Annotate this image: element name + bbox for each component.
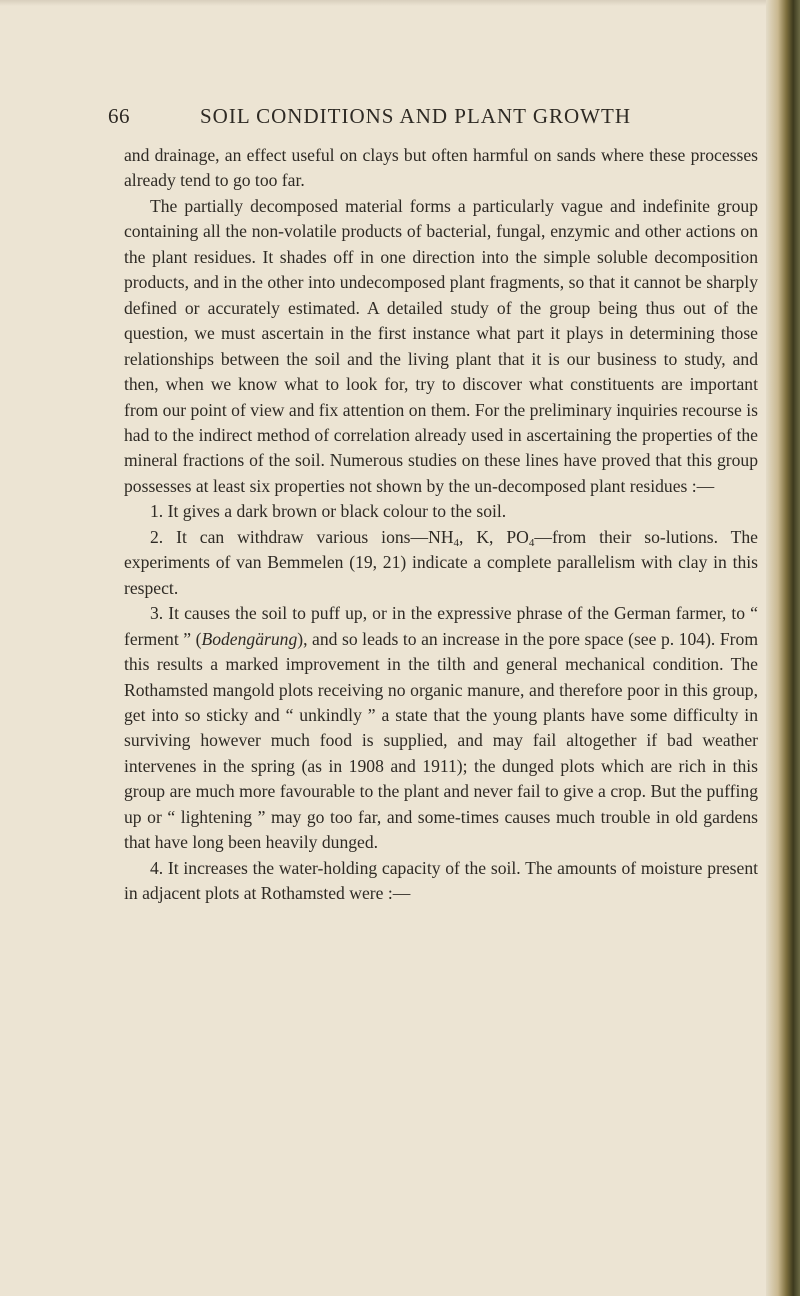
subscript: 4 [453,536,460,549]
list-item-1: 1. It gives a dark brown or black colour to the soil. [150,501,507,522]
paragraph-partially-decomposed: The partially decomposed material forms a particularly vague and indefinite group containing all the non-volatile products of bacterial, fungal, enzymic and other actions on the plant residues. It shades off in one direction into the simple soluble decomposition products, and in the other into undecomposed plant fragments, so that it cannot be sharply defined or accurately estimated. A detailed study of the group being thus out of the question, we must ascertain in the first instance what part it plays in determining those relationships between the soil and the living plant that it is our business to study, and then, when we know what to look for, try to discover what constituents are important from our point of view and fix attention on them. For the preliminary inquiries recourse is had to the indirect method of correlation already used in ascertaining the properties of the mineral fractions of the soil. Numerous studies on these lines have proved that this group possesses at least six properties not shown by the un-decomposed plant residues :— [124,195,758,496]
body-text [124,143,758,907]
list-item-2-text-b: , K, PO [459,526,529,547]
list-item-2 [124,525,758,601]
book-binding-edge [766,0,800,1296]
list-item-4: 4. It increases the water-holding capacity of the soil. The amounts of moisture present in adjacent plots at Rothamsted were :— [124,857,758,904]
list-item-3 [124,601,758,856]
list-item-3-text-a: 3. It causes the soil to puff up, or in the expressive phrase of the German farmer, to “ ferment ” ( [124,603,758,649]
running-title: SOIL CONDITIONS AND PLANT GROWTH [200,104,631,128]
list-item-2-text-a: 2. It can withdraw various ions—NH [150,526,454,547]
page-number: 66 [108,104,130,128]
italic-term: Bodengärung [201,628,298,649]
running-head [108,96,748,136]
paragraph-continuation: and drainage, an effect useful on clays but often harmful on sands where these processes already tend to go too far. [124,145,758,191]
subscript: 4 [528,536,535,549]
list-item-2-text-c: —from their so-lutions. The experiments of van Bemmelen (19, 21) indicate a complete parallelism with clay in this respect. [124,526,758,598]
list-item-3-text-b: ), and so leads to an increase in the pore space (see p. 104). From this results a marked improvement in the tilth and general mechanical condition. The Rothamsted mangold plots receiving no organic manure, and therefore poor in this group, get into so sticky and “ unkindly ” a state that the young plants have some difficulty in surviving however much food is supplied, and may fail altogether if bad weather intervenes in the spring (as in 1908 and 1911); the dunged plots which are rich in this group are much more favourable to the plant and never fail to give a crop. But the puffing up or “ lightening ” may go too far, and some-times causes much trouble in old gardens that have long been heavily dunged. [124,628,758,853]
page-top-edge [0,0,800,6]
